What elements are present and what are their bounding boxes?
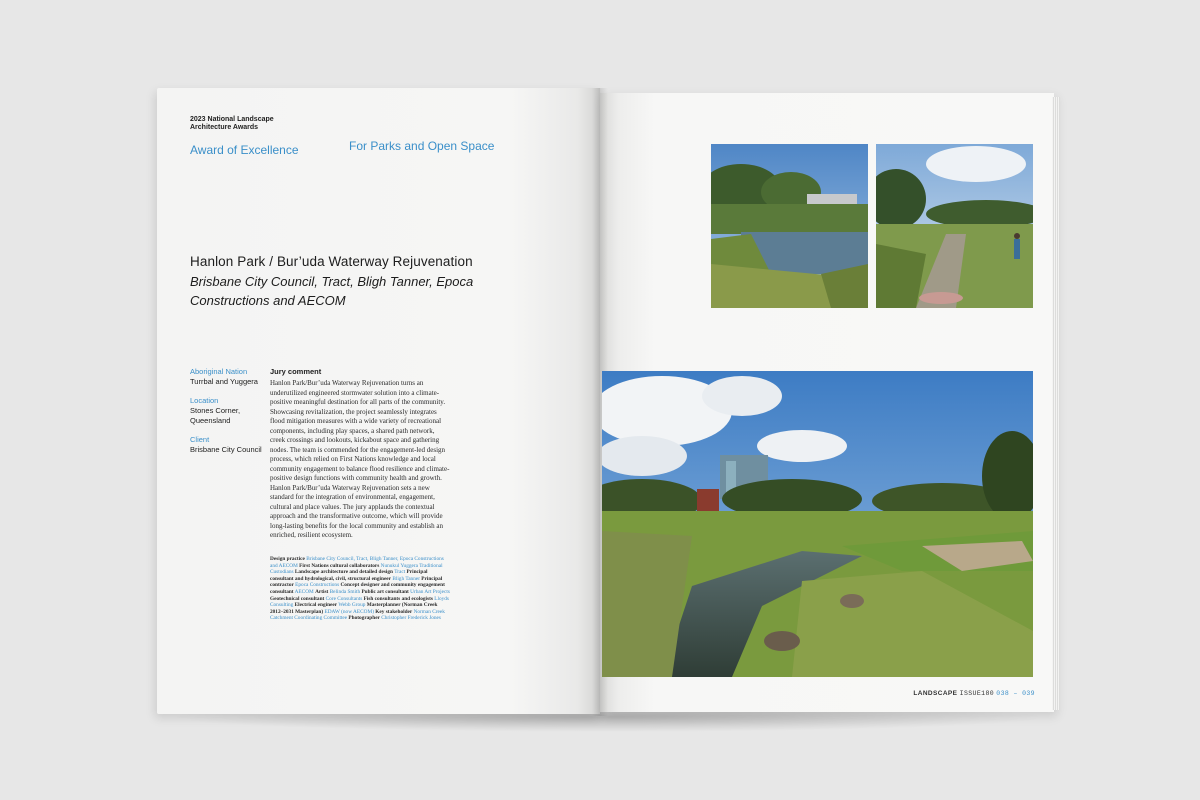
meta-label: Location: [190, 396, 219, 405]
jury-text: Hanlon Park/Bur’uda Waterway Rejuvenation turns an underutilized engineered stormwater solution into a climate-positive meaningful destination for all parts of the community. Showcasing revitalization, the project seamlessly integrates flood mitigation measures with a wide variety of recreational components, including play spaces, a shared path network, creek crossings and lookouts, kickabout space and gathering nodes. The team is commended for the engagement-led design process, which relied on First Nations knowledge and local community engagement to balance flood resilience and climate-positive design functions with community health and growth. Hanlon Park/Bur’uda Waterway Rejuvenation sets a new standard for the integration of environmental, engagement, cultural and place values. The jury applauds the contextual approach and the transformative outcome, which will provide long-lasting benefits for the local community and establish an enriched, resilient ecosystem.: [270, 379, 450, 539]
meta-aboriginal-nation: [190, 367, 265, 387]
photo-creek-pond-image: [711, 144, 868, 308]
page-footer: [905, 690, 1035, 697]
credit-name: Core Consultants: [325, 595, 363, 602]
project-title: Hanlon Park / Bur’uda Waterway Rejuvenation: [190, 254, 473, 269]
credit-role: Geotechnical consultant: [270, 595, 325, 602]
meta-client: [190, 435, 265, 455]
credit-name: Brisbane City Council, Tract, Bligh Tanner, Epoca Constructions and AECOM: [270, 556, 444, 569]
credit-name: Webb Group: [338, 602, 366, 609]
credit-role: Concept designer and community engagement consultant: [270, 582, 445, 595]
credit-role: Fish consultants and ecologists: [363, 595, 433, 602]
credit-role: Electrical engineer: [294, 602, 338, 609]
jury-comment: [270, 367, 450, 541]
footer-brand: LANDSCAPE: [913, 690, 958, 697]
photo-creek-pond: [711, 144, 868, 308]
credit-name: EDAW (now AECOM): [324, 608, 374, 615]
credit-role: Key stakeholder: [375, 608, 413, 615]
credit-name: Belinda Smith: [329, 588, 361, 595]
credit-role: Photographer: [348, 615, 380, 622]
footer-page-numbers: 038 – 039: [996, 690, 1035, 697]
meta-value: Brisbane City Council: [190, 445, 262, 454]
awards-program: 2023 National Landscape Architecture Awards: [190, 116, 274, 131]
credit-name: AECOM: [294, 588, 314, 595]
credit-name: Nunukul Yuggera Traditional Custodians: [270, 562, 443, 576]
photo-park-path-image: [876, 144, 1033, 308]
project-team: Brisbane City Council, Tract, Bligh Tanner, Epoca Constructions and AECOM: [190, 274, 474, 308]
photo-waterway-main-image: [602, 371, 1033, 677]
credit-role: Design practice: [270, 556, 305, 562]
jury-heading: Jury comment: [270, 367, 322, 376]
project-credits: [270, 556, 450, 622]
credit-role: Masterplanner (Norman Creek 2012–2031 Masterplan): [270, 602, 438, 615]
credit-role: Principal consultant and hydrological, civil, structural engineer: [270, 569, 428, 582]
page-edges: [1052, 97, 1060, 710]
footer-issue-word: ISSUE: [959, 690, 982, 697]
meta-location: [190, 396, 265, 426]
credit-name: Tract: [394, 569, 406, 576]
meta-label: Client: [190, 435, 210, 444]
credit-role: First Nations cultural collaborators: [299, 562, 380, 569]
credit-name: Epoca Constructions: [295, 582, 340, 589]
award-category: For Parks and Open Space: [349, 139, 495, 153]
photo-park-path: [876, 144, 1033, 308]
meta-label: Aboriginal Nation: [190, 367, 248, 376]
meta-value: Turrbal and Yuggera: [190, 377, 258, 386]
credit-role: Artist: [315, 588, 329, 595]
credit-name: Lloyds Consulting: [270, 595, 449, 609]
credit-role: Landscape architecture and detailed design: [294, 569, 393, 576]
credit-name: Norman Creek Catchment Coordinating Committee: [270, 608, 445, 622]
meta-value: Stones Corner, Queensland: [190, 406, 241, 425]
photo-waterway-main: [602, 371, 1033, 677]
footer-issue-number: 180: [981, 690, 995, 697]
credit-name: Urban Art Projects: [410, 588, 450, 595]
credit-role: Principal contractor: [270, 575, 443, 589]
award-level: Award of Excellence: [190, 143, 299, 157]
credit-role: Public art consultant: [361, 588, 409, 595]
credit-name: Bligh Tanner: [392, 575, 420, 582]
credit-name: Christopher Frederick Jones: [381, 615, 441, 622]
